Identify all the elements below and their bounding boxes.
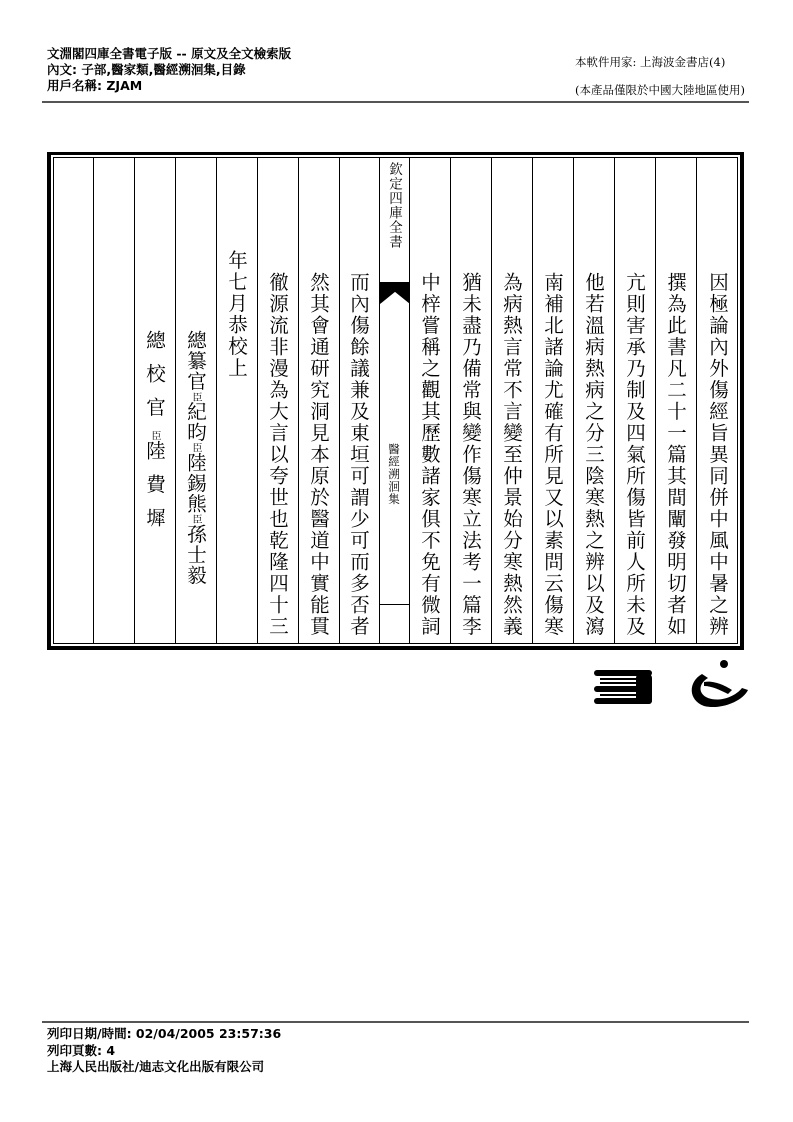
document-footer xyxy=(47,1026,281,1076)
footer-divider xyxy=(42,1021,749,1023)
official-prefix: 臣 xyxy=(190,442,201,453)
product-title: 文淵閣四庫全書電子版 -- 原文及全文檢索版 xyxy=(47,46,292,61)
empty-column xyxy=(94,158,135,643)
official-name: 孫士毅 xyxy=(184,524,207,586)
column-text: 撰為此書凡二十一篇其間闡發明切者如 xyxy=(664,271,687,637)
official-name: 陸費墀 xyxy=(143,440,166,541)
officials-list xyxy=(135,330,175,541)
official-prefix: 臣 xyxy=(149,430,160,441)
text-column-r2 xyxy=(656,158,697,643)
publisher: 上海人民出版社/迪志文化出版有限公司 xyxy=(47,1059,265,1074)
officials-list xyxy=(176,330,216,586)
column-text: 南補北諸論尤確有所見又以素問云傷寒 xyxy=(541,271,564,637)
text-column-l2 xyxy=(299,158,340,643)
text-column-r1 xyxy=(697,158,738,643)
content-path: 內文: 子部,醫家類,醫經溯洄集,目錄 xyxy=(47,62,246,77)
text-column-l3 xyxy=(258,158,299,643)
column-text: 年七月恭校上 xyxy=(225,250,248,379)
user-name: 用戶名稱: ZJAM xyxy=(47,78,143,93)
header-divider xyxy=(42,101,749,103)
official-title: 總校官 xyxy=(143,330,166,431)
center-fold-column xyxy=(380,158,410,643)
officials-column-chief-compilers xyxy=(176,158,217,643)
text-column-r3 xyxy=(615,158,656,643)
empty-column xyxy=(54,158,94,643)
text-column-l4 xyxy=(217,158,258,643)
text-column-l1 xyxy=(340,158,380,643)
official-name: 陸錫熊 xyxy=(184,452,207,514)
column-text: 為病熱言常不言變至仲景始分寒熱然義 xyxy=(500,271,523,637)
official-prefix: 臣 xyxy=(190,514,201,524)
column-text: 而內傷餘議兼及東垣可謂少可而多否者 xyxy=(347,271,370,637)
official-title: 總纂官 xyxy=(184,330,207,392)
publisher-logo-icon xyxy=(592,660,752,710)
column-text: 猶未盡乃備常與變作傷寒立法考一篇李 xyxy=(459,271,482,637)
text-column-r5 xyxy=(533,158,574,643)
fishtail-mark-icon xyxy=(380,282,410,304)
collection-title: 欽定四庫全書 xyxy=(386,162,402,249)
official-prefix: 臣 xyxy=(190,391,201,402)
text-column-r4 xyxy=(574,158,615,643)
region-notice: (本產品僅限於中國大陸地區使用) xyxy=(575,83,745,97)
document-header xyxy=(47,46,291,94)
column-text: 然其會通研究洞見本原於醫道中實能貫 xyxy=(307,271,330,637)
text-column-r6 xyxy=(492,158,533,643)
licensee: 本軟件用家: 上海波金書店(4) xyxy=(575,55,726,69)
officials-column-chief-proofreader xyxy=(135,158,176,643)
column-text: 徹源流非漫為大言以夸世也乾隆四十三 xyxy=(266,271,289,637)
official-name: 紀昀 xyxy=(184,401,207,443)
print-datetime: 列印日期/時間: 02/04/2005 23:57:36 xyxy=(47,1026,282,1041)
book-title: 醫經溯洄集 xyxy=(387,443,401,506)
column-text: 他若溫病熱病之分三陰寒熱之辨以及瀉 xyxy=(582,271,605,637)
column-text: 中梓嘗稱之觀其歷數諸家俱不免有微詞 xyxy=(418,271,441,637)
print-page-count: 列印頁數: 4 xyxy=(47,1042,116,1058)
license-info xyxy=(575,48,745,104)
text-column-r8 xyxy=(410,158,451,643)
text-column-r7 xyxy=(451,158,492,643)
column-text: 亢則害承乃制及四氣所傷皆前人所未及 xyxy=(623,271,646,637)
column-text: 因極論內外傷經旨異同併中風中暑之辨 xyxy=(706,271,729,637)
center-divider xyxy=(380,604,409,605)
